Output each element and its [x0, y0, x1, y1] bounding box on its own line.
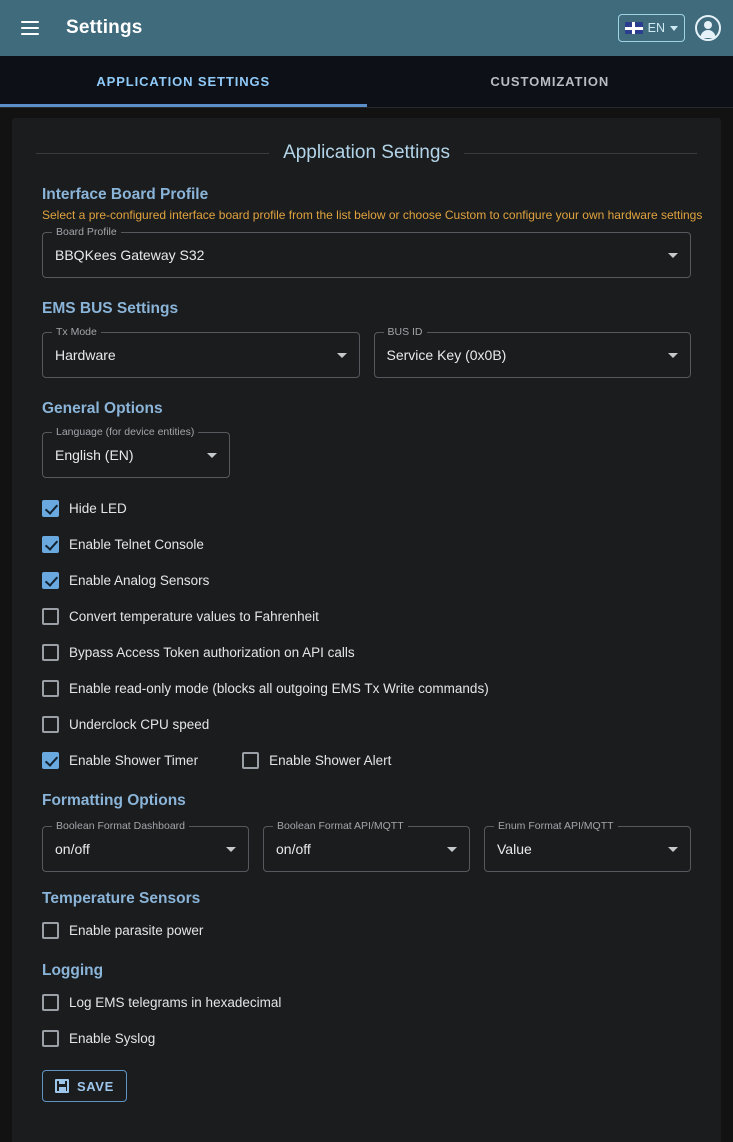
checkbox-input[interactable] [42, 1030, 59, 1047]
section-title-interface-board: Interface Board Profile [42, 186, 209, 203]
chevron-down-icon [226, 847, 236, 852]
chevron-down-icon [668, 847, 678, 852]
shower-timer-label: Enable Shower Timer [69, 752, 199, 768]
checkbox-label: Underclock CPU speed [69, 716, 210, 732]
card-title: Application Settings [283, 142, 450, 163]
enum-api-value: Value [497, 841, 532, 857]
checkbox-label: Bypass Access Token authorization on API calls [69, 644, 355, 660]
device-language-legend: Language (for device entities) [52, 426, 198, 438]
checkbox-label: Enable read-only mode (blocks all outgoing EMS Tx Write commands) [69, 680, 489, 696]
boolean-dashboard-value: on/off [55, 841, 90, 857]
chevron-down-icon [668, 253, 678, 258]
boolean-api-legend: Boolean Format API/MQTT [273, 820, 408, 832]
account-circle-icon[interactable] [695, 15, 721, 41]
checkbox-convert-fahrenheit[interactable] [42, 598, 705, 634]
tab-label: CUSTOMIZATION [490, 74, 610, 89]
device-language-select[interactable] [42, 426, 230, 478]
checkbox-input[interactable] [42, 680, 59, 697]
checkbox-input[interactable] [42, 922, 59, 939]
tx-mode-value: Hardware [55, 347, 116, 363]
chevron-down-icon [337, 353, 347, 358]
section-header [36, 142, 697, 164]
checkbox-enable-syslog[interactable] [42, 1020, 705, 1056]
checkbox-read-only-mode[interactable] [42, 670, 705, 706]
checkbox-input[interactable] [42, 608, 59, 625]
divider-left [36, 153, 269, 154]
interface-board-hint: Select a pre-configured interface board profile from the list below or choose Custom to configure your own hardware settings [42, 208, 703, 222]
save-button[interactable] [42, 1070, 127, 1102]
tx-mode-legend: Tx Mode [52, 326, 101, 338]
tx-mode-select[interactable] [42, 326, 360, 378]
checkbox-label: Hide LED [69, 500, 127, 516]
checkbox-underclock-cpu[interactable] [42, 706, 705, 742]
checkbox-label: Convert temperature values to Fahrenheit [69, 608, 319, 624]
checkbox-enable-shower-timer[interactable] [42, 752, 59, 769]
bus-id-select[interactable] [374, 326, 692, 378]
boolean-api-value: on/off [276, 841, 311, 857]
checkbox-enable-analog-sensors[interactable] [42, 562, 705, 598]
save-button-label: SAVE [77, 1078, 114, 1094]
uk-flag-icon [625, 22, 643, 34]
board-profile-select[interactable] [42, 226, 691, 278]
chevron-down-icon [668, 353, 678, 358]
app-bar-actions [618, 14, 721, 42]
checkbox-input[interactable] [42, 572, 59, 589]
tab-bar [0, 56, 733, 108]
board-profile-legend: Board Profile [52, 226, 121, 238]
language-selector[interactable] [618, 14, 685, 42]
app-bar [0, 0, 733, 56]
checkbox-label: Enable Telnet Console [69, 536, 204, 552]
floppy-disk-icon [55, 1079, 69, 1093]
formatting-row [42, 820, 691, 872]
bus-id-value: Service Key (0x0B) [386, 347, 507, 363]
board-profile-value: BBQKees Gateway S32 [55, 247, 205, 263]
checkbox-hide-led[interactable] [42, 490, 705, 526]
checkbox-input[interactable] [42, 536, 59, 553]
checkbox-enable-parasite-power[interactable] [42, 912, 705, 948]
chevron-down-icon [670, 26, 678, 31]
checkbox-log-ems-telegrams-hex[interactable] [42, 984, 705, 1020]
checkbox-input[interactable] [42, 716, 59, 733]
checkbox-input[interactable] [42, 500, 59, 517]
checkbox-enable-shower-alert[interactable] [242, 752, 259, 769]
boolean-format-api-select[interactable] [263, 820, 470, 872]
checkbox-enable-telnet-console[interactable] [42, 526, 705, 562]
chevron-down-icon [207, 453, 217, 458]
checkbox-label: Log EMS telegrams in hexadecimal [69, 994, 282, 1010]
device-language-value: English (EN) [55, 447, 134, 463]
section-title-formatting-options: Formatting Options [42, 792, 186, 809]
board-profile-row [42, 226, 691, 278]
section-title-general-options: General Options [42, 400, 163, 417]
section-title-logging: Logging [42, 962, 104, 979]
enum-api-legend: Enum Format API/MQTT [494, 820, 618, 832]
divider-right [464, 153, 697, 154]
shower-options-row [42, 742, 705, 778]
bus-id-legend: BUS ID [384, 326, 427, 338]
tab-application-settings[interactable] [0, 56, 367, 107]
language-row [42, 426, 691, 478]
shower-alert-label: Enable Shower Alert [269, 752, 392, 768]
tab-label: APPLICATION SETTINGS [96, 74, 271, 89]
settings-card [12, 118, 721, 1142]
language-code: EN [647, 21, 665, 35]
section-title-ems-bus: EMS BUS Settings [42, 300, 179, 317]
checkbox-input[interactable] [42, 644, 59, 661]
section-title-temperature-sensors: Temperature Sensors [42, 890, 201, 907]
checkbox-bypass-access-token[interactable] [42, 634, 705, 670]
boolean-format-dashboard-select[interactable] [42, 820, 249, 872]
checkbox-label: Enable Analog Sensors [69, 572, 210, 588]
boolean-dashboard-legend: Boolean Format Dashboard [52, 820, 189, 832]
ems-bus-row [42, 326, 691, 378]
page-title: Settings [66, 17, 143, 38]
chevron-down-icon [447, 847, 457, 852]
checkbox-input[interactable] [42, 994, 59, 1011]
enum-format-api-select[interactable] [484, 820, 691, 872]
hamburger-menu-icon[interactable] [12, 10, 48, 46]
checkbox-label: Enable Syslog [69, 1030, 156, 1046]
tab-customization[interactable] [367, 56, 733, 107]
checkbox-label: Enable parasite power [69, 922, 204, 938]
